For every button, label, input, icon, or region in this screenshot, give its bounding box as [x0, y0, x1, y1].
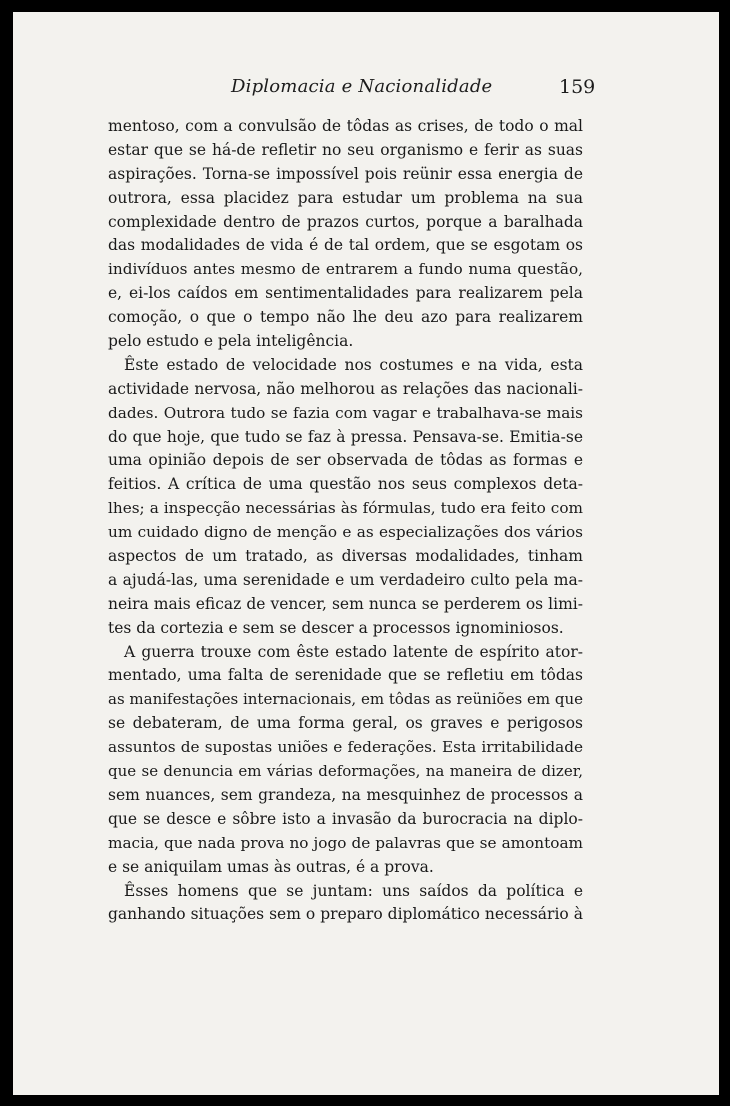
text-line: se debateram, de uma forma geral, os graves e perigosos: [108, 714, 583, 733]
text-line: lhes; a inspecção necessárias às fórmulas, tudo era feito com: [108, 499, 583, 518]
page-number: 159: [559, 76, 596, 98]
text-line: e se aniquilam umas às outras, é a prova.: [108, 857, 434, 876]
paragraph-1: [108, 115, 583, 354]
text-line: tes da cortezia e sem se descer a processos ignominiosos.: [108, 618, 564, 637]
text-line: aspirações. Torna-se impossível pois reünir essa energia de: [108, 164, 583, 183]
text-line: macia, que nada prova no jogo de palavras que se amontoam: [108, 833, 583, 852]
paragraph-3: [108, 641, 583, 880]
text-line: uma opinião depois de ser observada de tôdas as formas e: [108, 451, 583, 470]
text-line: neira mais eficaz de vencer, sem nunca se perderem os limi-: [108, 594, 583, 613]
text-line: as manifestações internacionais, em tôdas as reüniões em que: [108, 690, 583, 709]
text-line: mentado, uma falta de serenidade que se refletiu em tôdas: [108, 666, 583, 685]
book-page: [13, 12, 719, 1095]
text-line: outrora, essa placidez para estudar um problema na sua: [108, 188, 583, 207]
text-line: a ajudá-las, uma serenidade e um verdadeiro culto pela ma-: [108, 570, 583, 589]
paragraph-2: [108, 354, 583, 641]
text-line: Êste estado de velocidade nos costumes e na vida, esta: [124, 355, 583, 374]
text-line: pelo estudo e pela inteligência.: [108, 332, 354, 351]
text-line: dades. Outrora tudo se fazia com vagar e trabalhava-se mais: [108, 403, 583, 422]
text-line: indivíduos antes mesmo de entrarem a fundo numa questão,: [108, 260, 583, 279]
text-line: do que hoje, que tudo se faz à pressa. Pensava-se. Emitia-se: [108, 427, 583, 446]
text-line: comoção, o que o tempo não lhe deu azo para realizarem: [108, 308, 583, 327]
text-line: actividade nervosa, não melhorou as relações das nacionali-: [108, 379, 583, 398]
text-line: assuntos de supostas uniões e federações. Esta irritabilidade: [108, 738, 583, 757]
text-line: estar que se há-de refletir no seu organismo e ferir as suas: [108, 140, 583, 159]
text-line: aspectos de um tratado, as diversas modalidades, tinham: [108, 547, 583, 566]
running-title: Diplomacia e Nacionalidade: [231, 76, 493, 97]
text-line: complexidade dentro de prazos curtos, porque a baralhada: [108, 212, 583, 231]
text-line: A guerra trouxe com êste estado latente de espírito ator-: [124, 642, 583, 661]
paragraph-4: [108, 880, 583, 928]
text-line: ganhando situações sem o preparo diplomático necessário à: [108, 905, 583, 924]
body-text: [108, 115, 583, 927]
text-line: Êsses homens que se juntam: uns saídos da política e: [124, 881, 583, 900]
text-line: que se denuncia em várias deformações, na maneira de dizer,: [108, 762, 583, 781]
text-line: sem nuances, sem grandeza, na mesquinhez de processos a: [108, 785, 583, 804]
text-line: das modalidades de vida é de tal ordem, que se esgotam os: [108, 236, 583, 255]
text-line: feitios. A crítica de uma questão nos seus complexos deta-: [108, 475, 583, 494]
page-header: [13, 76, 719, 106]
text-line: e, ei-los caídos em sentimentalidades para realizarem pela: [108, 284, 583, 303]
text-line: um cuidado digno de menção e as especializações dos vários: [108, 523, 583, 542]
text-line: que se desce e sôbre isto a invasão da burocracia na diplo-: [108, 809, 583, 828]
text-line: mentoso, com a convulsão de tôdas as crises, de todo o mal: [108, 117, 583, 135]
